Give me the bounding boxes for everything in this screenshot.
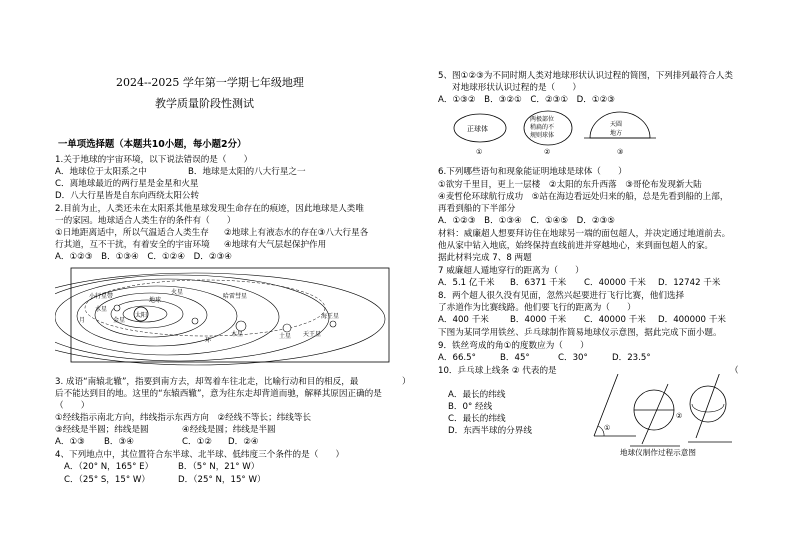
line-marker-2: ② <box>676 412 683 420</box>
q6-stem: 6.下列哪些语句和现象能证明地球是球体（ ） <box>438 167 627 177</box>
q3-choice-b: B．③④ <box>104 437 134 447</box>
q4-option-c: C．（25° S，15° W） <box>64 475 150 485</box>
q5-choices: A．①③② B．③②① C．②③① D．①②③ <box>438 95 615 105</box>
q8-option-c: C．40000 千米 <box>584 315 646 325</box>
label-mercury: 水星 <box>95 306 108 313</box>
q3-stem-line1: 3. 成语“南辕北辙”，指要到南方去，却驾着车往北走，比喻行动和目的相反，最 <box>55 377 359 387</box>
q6-statement-1-3: ①欲穷千里目，更上一层楼 ②太阳的东升西落 ③哥伦布发现新大陆 <box>438 180 702 190</box>
q1-option-b: B．地球是太阳的八大行星之一 <box>188 167 306 177</box>
label-moon: 月 <box>79 317 86 324</box>
material-line3: 据此材料完成 7、8 两题 <box>438 253 532 263</box>
q9-stem: 9．铁丝弯成的角①的度数应为（ ） <box>438 341 589 351</box>
q6-statement-5-cont: 再看到船的下半部分 <box>438 204 516 214</box>
q3-stem-line2: 后不能达到目的地。这里的“东辕西辙”，意为往东走却背道而驰，解释其原因正确的是 <box>55 389 382 399</box>
exam-title: 2024--2025 学年第一学期七年级地理 <box>116 76 304 89</box>
q3-statement-1-2: ①经线指示南北方向，纬线指示东西方向 ②经线不等长；纬线等长 <box>55 413 312 423</box>
section-heading: 一单项选择题（本题共10小题，每小题2分） <box>58 139 247 150</box>
q5-stem-line2: 对地球形状认识过程的是（ ） <box>452 83 581 93</box>
q8-option-a: A．400 千米 <box>438 315 489 325</box>
label-venus: 金星 <box>113 317 126 324</box>
q2-stem-line1: 2.目前为止，人类还未在太阳系其他星球发现生命存在的痕迹，因此地球是人类唯 <box>55 204 364 214</box>
q3-choice-d: D．②④ <box>228 437 259 447</box>
q8-stem-line2: 了赤道作为比赛线路。他们要飞行的距离为（ ） <box>438 303 636 313</box>
q1-stem: 1.关于地球的宇宙环境，以下说法错误的是（ ） <box>55 155 253 165</box>
q8-option-d: D．400000 千米 <box>658 315 726 325</box>
q2-statement-4: ④地球有大气层起保护作用 <box>224 240 327 250</box>
q7-option-c: C．40000 千米 <box>584 278 646 288</box>
fig-number-2: ② <box>544 148 551 156</box>
angle-marker-1: ① <box>604 424 611 432</box>
fig3-label-2: 地方 <box>610 130 623 137</box>
q9-option-c: C．30° <box>558 353 588 363</box>
q7-option-a: A．5.1 亿千米 <box>438 278 495 288</box>
q10-option-b: B．0° 经线 <box>448 402 493 412</box>
label-halley-comet: 哈雷彗星 <box>223 293 248 300</box>
earth-shape-figures <box>452 108 662 158</box>
q5-stem-line1: 5、图①②③为不同时期人类对地球形状认识过程的简图，下列排列最符合人类 <box>438 71 733 81</box>
q3-statement-3: ③经线是半圆；纬线是圆 <box>55 425 149 435</box>
label-saturn: 土星 <box>279 333 292 340</box>
q2-statement-3-cont: 行其道，互不干扰，有着安全的宇宙环境 <box>55 240 210 250</box>
label-neptune: 海王星 <box>321 313 340 320</box>
fig2-label-2: 稍扁的不 <box>530 124 555 131</box>
q9-option-d: D．23.5° <box>612 353 651 363</box>
label-asteroid-belt: 小行星带 <box>89 293 114 300</box>
fig-number-1: ① <box>476 148 483 156</box>
label-ring: 环 <box>205 337 212 344</box>
fig-number-3: ③ <box>617 148 624 156</box>
q7-option-d: D．12742 千米 <box>658 278 721 288</box>
material-line2: 他从家中钻入地底，始终保持直线前进并穿越地心，来到面包超人的家。 <box>438 241 714 251</box>
globe-intro: 下图为某同学用铁丝、乒乓球制作简易地球仪示意图，据此完成下面小题。 <box>438 328 722 338</box>
fig3-label: 天圆 <box>610 121 623 128</box>
q4-stem: 4、下列地点中，其位置符合东半球、北半球、低纬度三个条件的是（ ） <box>55 450 345 460</box>
q4-option-a: A．（20° N，165° E） <box>64 462 154 472</box>
q1-option-c: C．离地球最近的两行星是金星和火星 <box>55 179 199 189</box>
fig2-label-3: 规则球体 <box>530 132 555 139</box>
q10-stem-paren: （ <box>730 366 739 376</box>
q7-option-b: B．6371 千米 <box>510 278 567 288</box>
q10-stem: 10．乒乓球上线条 ② 代表的是 <box>438 366 557 376</box>
q1-option-d: D．八大行星皆是自东向西绕太阳公转 <box>55 191 200 201</box>
solar-system-figure <box>55 266 395 366</box>
material-line1: 材料：威廉超人想要拜访住在地球另一端的面包超人，并决定通过地道前去。 <box>438 229 731 239</box>
q9-option-b: B．45° <box>500 353 530 363</box>
q3-stem-paren: ） <box>402 377 411 387</box>
q2-choices: A．①②③ B．①③④ C．①②④ D．②③④ <box>55 252 232 262</box>
q2-stem-line2: 一的家园。地球适合人类生存的条件有（ ） <box>55 216 236 226</box>
q1-option-a: A．地球位于太阳系之中 <box>55 167 147 177</box>
label-mars: 火星 <box>171 289 184 296</box>
q7-stem: 7 威廉超人遁地穿行的距离为（ ） <box>438 266 584 276</box>
q3-statement-4: ④经线是圆；纬线是半圆 <box>182 425 276 435</box>
q4-option-d: D．（25° N，15° W） <box>178 475 266 485</box>
q10-option-d: D．东西半球的分界线 <box>448 426 532 436</box>
label-earth: 地球 <box>149 297 162 304</box>
q4-option-b: B．（5° N，21° W） <box>178 462 260 472</box>
q6-statement-4-5: ④麦哲伦环球航行成功 ⑤站在海边看远处归来的船，总是先看到船的上部， <box>438 192 729 202</box>
q2-statement-2-3: ②地球上有液态水的存在③八大行星各 <box>224 228 369 238</box>
q3-choice-a: A．①③ <box>55 437 85 447</box>
exam-subtitle: 教学质量阶段性测试 <box>155 97 254 110</box>
label-uranus: 天王星 <box>303 331 322 338</box>
q10-option-c: C．最长的纬线 <box>448 414 506 424</box>
label-sun: 太阳 <box>135 312 148 319</box>
q6-choices: A．①②③ B．①③④ C．①④⑤ D．②③⑤ <box>438 216 615 226</box>
figure-caption: 地球仪制作过程示意图 <box>620 448 696 457</box>
q3-stem-line3: （ ） <box>55 401 90 411</box>
q3-choice-c: C．①② <box>182 437 213 447</box>
q10-option-a: A．最长的纬线 <box>448 390 506 400</box>
fig1-label: 正球体 <box>467 125 488 133</box>
fig2-label: 两极部位 <box>530 116 555 123</box>
q8-option-b: B．4000 千米 <box>510 315 567 325</box>
label-jupiter: 木星 <box>231 331 244 338</box>
q8-stem-line1: 8．两个超人很久没有见面，忽然兴起要进行飞行比赛，他们选择 <box>438 291 685 301</box>
q2-statement-1: ①日地距离适中，所以气温适合人类生存 <box>55 228 209 238</box>
q9-option-a: A．66.5° <box>438 353 476 363</box>
